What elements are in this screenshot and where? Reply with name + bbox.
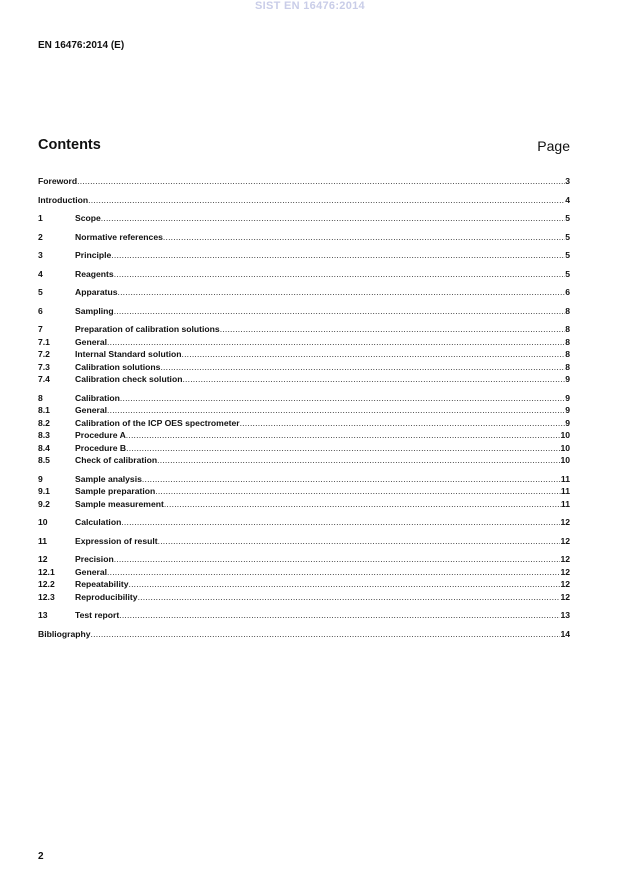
toc-entry-number: 7.3 <box>38 361 50 372</box>
toc-entry-page: 5 <box>565 268 570 279</box>
toc-entry-number: 8.2 <box>38 417 50 428</box>
toc-leader-dots <box>114 553 561 566</box>
toc-entry-number: 10 <box>38 517 48 527</box>
toc-entry-number: 12.1 <box>38 566 55 577</box>
toc-entry[interactable] <box>38 392 570 405</box>
toc-leader-dots <box>240 417 566 430</box>
toc-entry-title: Reagents <box>75 268 114 279</box>
toc-entry[interactable] <box>38 417 570 430</box>
toc-entry-page: 13 <box>560 610 570 620</box>
toc-entry-page: 12 <box>560 566 570 577</box>
toc-entry-page: 3 <box>565 176 570 186</box>
toc-entry-title: Sample analysis <box>75 473 142 484</box>
toc-entry[interactable] <box>38 231 570 244</box>
toc-entry-page: 6 <box>565 287 570 297</box>
toc-entry-title: Apparatus <box>75 287 118 297</box>
toc-leader-dots <box>119 609 560 622</box>
toc-leader-dots <box>126 442 560 455</box>
toc-entry-number: 9.2 <box>38 498 50 509</box>
toc-entry-page: 12 <box>560 517 570 527</box>
toc-entry-number: 8.1 <box>38 405 50 415</box>
toc-entry-number: 8.5 <box>38 455 50 465</box>
toc-entry-title: Bibliography <box>38 628 91 639</box>
toc-leader-dots <box>220 323 566 336</box>
toc-entry-page: 8 <box>565 336 570 347</box>
watermark: SIST EN 16476:2014 <box>255 0 365 12</box>
toc-entry-title: General <box>75 336 108 347</box>
toc-entry-page: 14 <box>560 628 570 639</box>
toc-entry[interactable] <box>38 566 570 579</box>
toc-entry-page: 8 <box>565 361 570 372</box>
toc-entry-number: 7.4 <box>38 374 50 384</box>
toc-leader-dots <box>163 231 565 244</box>
toc-leader-dots <box>107 404 565 417</box>
toc-entry-number: 3 <box>38 250 43 260</box>
toc-entry-title: Calibration <box>75 392 120 403</box>
toc-entry-page: 10 <box>560 430 570 440</box>
toc-leader-dots <box>111 249 565 262</box>
toc-entry-page: 5 <box>565 213 570 223</box>
toc-entry-page: 8 <box>565 324 570 334</box>
toc-leader-dots <box>181 348 565 361</box>
toc-leader-dots <box>88 194 565 207</box>
toc-leader-dots <box>142 473 561 486</box>
toc-entry-page: 5 <box>565 250 570 260</box>
toc-entry-title: General <box>75 566 108 577</box>
toc-entry-number: 7 <box>38 324 43 334</box>
toc-entry-page: 8 <box>565 305 570 316</box>
toc-entry-page: 4 <box>565 194 570 205</box>
toc-entry[interactable] <box>38 442 570 455</box>
toc-leader-dots <box>118 286 566 299</box>
toc-leader-dots <box>107 566 560 579</box>
toc-entry-title: Sampling <box>75 305 114 316</box>
toc-leader-dots <box>107 336 565 349</box>
toc-entry[interactable] <box>38 498 570 511</box>
toc-entry-title: Check of calibration <box>75 455 158 465</box>
toc-entry-title: Calculation <box>75 517 122 527</box>
toc-leader-dots <box>120 392 565 405</box>
toc-entry[interactable] <box>38 429 570 442</box>
toc-entry-page: 12 <box>560 554 570 564</box>
toc-entry-title: Sample measurement <box>75 498 164 509</box>
toc-entry-title: Calibration of the ICP OES spectrometer <box>75 417 240 428</box>
toc-entry-page: 10 <box>560 455 570 465</box>
toc-entry-title: Normative references <box>75 231 163 242</box>
toc-leader-dots <box>114 305 566 318</box>
toc-entry[interactable] <box>38 473 570 486</box>
toc-leader-dots <box>164 498 561 511</box>
toc-entry-number: 13 <box>38 610 48 620</box>
table-of-contents <box>38 175 570 640</box>
toc-entry-number: 4 <box>38 268 43 279</box>
toc-entry-page: 9 <box>565 405 570 415</box>
toc-entry[interactable] <box>38 249 570 262</box>
toc-entry-number: 7.1 <box>38 336 50 347</box>
toc-entry-title: Expression of result <box>75 535 158 546</box>
toc-entry-number: 1 <box>38 213 43 223</box>
toc-entry-page: 10 <box>560 442 570 453</box>
toc-entry-page: 12 <box>560 579 570 589</box>
toc-entry-page: 5 <box>565 231 570 242</box>
toc-leader-dots <box>182 373 565 386</box>
toc-entry-title: Principle <box>75 250 112 260</box>
toc-entry-number: 8 <box>38 392 43 403</box>
toc-entry[interactable] <box>38 535 570 548</box>
toc-entry[interactable] <box>38 578 570 591</box>
toc-entry[interactable] <box>38 591 570 604</box>
toc-entry-page: 9 <box>565 392 570 403</box>
toc-entry[interactable] <box>38 336 570 349</box>
toc-leader-dots <box>138 591 561 604</box>
toc-entry[interactable] <box>38 628 570 641</box>
toc-entry-number: 12 <box>38 554 48 564</box>
toc-entry[interactable] <box>38 323 570 336</box>
document-id: EN 16476:2014 (E) <box>38 40 125 51</box>
toc-entry[interactable] <box>38 609 570 622</box>
toc-leader-dots <box>126 429 561 442</box>
toc-leader-dots <box>114 268 566 281</box>
toc-leader-dots <box>77 175 565 188</box>
toc-entry[interactable] <box>38 194 570 207</box>
toc-leader-dots <box>91 628 561 641</box>
toc-leader-dots <box>155 485 561 498</box>
toc-entry[interactable] <box>38 212 570 225</box>
toc-entry-page: 11 <box>560 498 570 509</box>
toc-entry[interactable] <box>38 286 570 299</box>
toc-entry[interactable] <box>38 373 570 386</box>
toc-leader-dots <box>158 535 561 548</box>
toc-entry[interactable] <box>38 305 570 318</box>
toc-entry-number: 8.3 <box>38 430 50 440</box>
toc-leader-dots <box>160 361 565 374</box>
toc-entry-page: 9 <box>565 417 570 428</box>
toc-entry[interactable] <box>38 553 570 566</box>
toc-entry-title: Preparation of calibration solutions <box>75 324 220 334</box>
toc-entry[interactable] <box>38 516 570 529</box>
toc-entry-number: 12.3 <box>38 591 55 602</box>
toc-entry-title: General <box>75 405 108 415</box>
toc-entry-title: Precision <box>75 554 114 564</box>
toc-entry-title: Procedure A <box>75 430 126 440</box>
toc-leader-dots <box>129 578 561 591</box>
contents-title: Contents <box>38 137 101 153</box>
toc-entry-page: 12 <box>560 535 570 546</box>
toc-entry-number: 8.4 <box>38 442 50 453</box>
toc-entry-number: 5 <box>38 287 43 297</box>
toc-entry-title: Internal Standard solution <box>75 349 182 359</box>
toc-entry-page: 8 <box>565 349 570 359</box>
toc-entry[interactable] <box>38 454 570 467</box>
toc-entry-page: 11 <box>560 486 570 496</box>
toc-entry-title: Repeatability <box>75 579 129 589</box>
toc-entry-page: 9 <box>565 374 570 384</box>
toc-entry-title: Procedure B <box>75 442 127 453</box>
toc-entry-number: 6 <box>38 305 43 316</box>
toc-leader-dots <box>157 454 560 467</box>
toc-entry-number: 7.2 <box>38 349 50 359</box>
toc-leader-dots <box>101 212 565 225</box>
toc-entry-title: Foreword <box>38 176 78 186</box>
page-column-label: Page <box>537 138 570 154</box>
toc-entry-title: Calibration solutions <box>75 361 161 372</box>
toc-entry-title: Scope <box>75 213 101 223</box>
toc-entry-number: 12.2 <box>38 579 55 589</box>
footer-page-number: 2 <box>38 851 44 862</box>
toc-entry[interactable] <box>38 485 570 498</box>
toc-entry-title: Test report <box>75 610 120 620</box>
toc-entry-title: Calibration check solution <box>75 374 183 384</box>
toc-entry[interactable] <box>38 348 570 361</box>
toc-entry-number: 2 <box>38 231 43 242</box>
toc-entry-number: 9.1 <box>38 486 50 496</box>
toc-entry[interactable] <box>38 361 570 374</box>
toc-entry-title: Sample preparation <box>75 486 156 496</box>
toc-entry[interactable] <box>38 268 570 281</box>
toc-entry[interactable] <box>38 404 570 417</box>
toc-leader-dots <box>121 516 560 529</box>
toc-entry-title: Reproducibility <box>75 591 138 602</box>
toc-entry-page: 11 <box>560 473 570 484</box>
toc-entry-page: 12 <box>560 591 570 602</box>
toc-entry[interactable] <box>38 175 570 188</box>
toc-entry-number: 9 <box>38 473 43 484</box>
toc-entry-title: Introduction <box>38 194 89 205</box>
toc-entry-number: 11 <box>38 535 48 546</box>
